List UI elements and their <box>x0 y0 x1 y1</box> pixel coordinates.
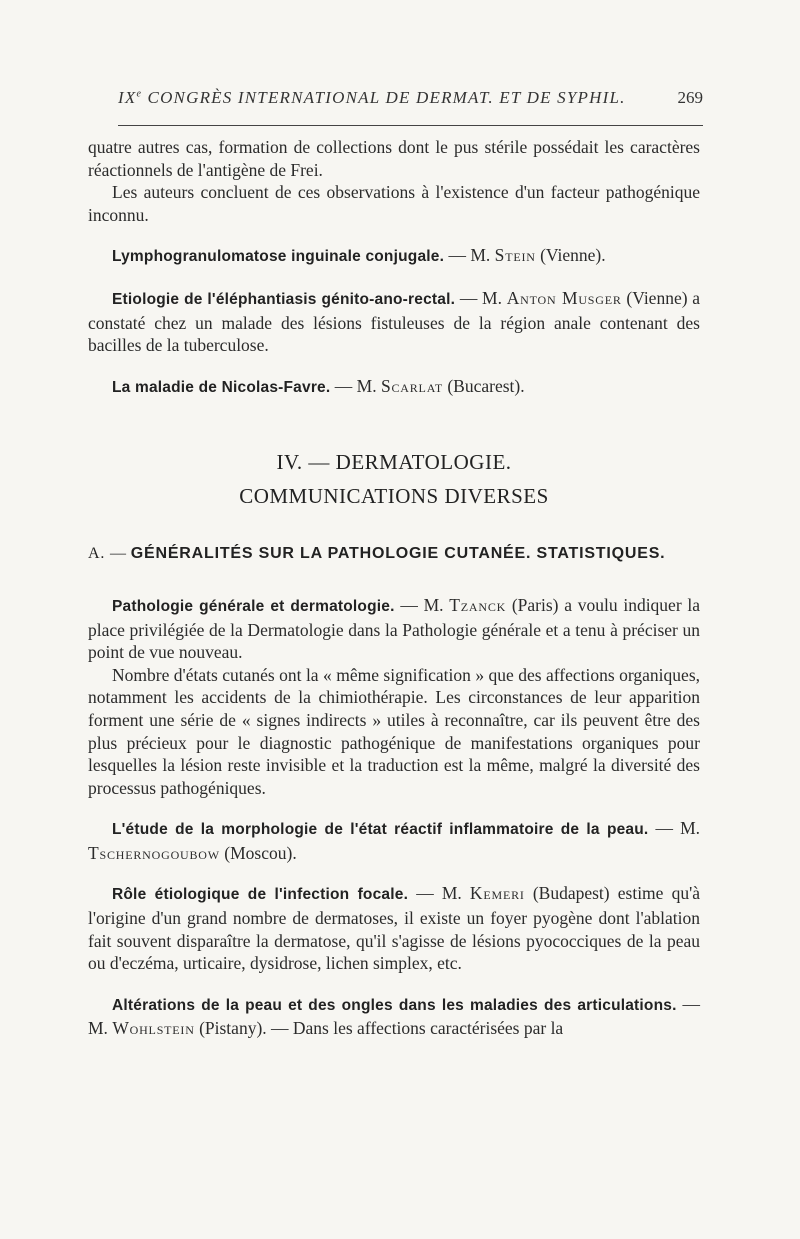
entry-title: La maladie de Nicolas-Favre. <box>112 378 331 396</box>
entry-elephantiasis <box>88 287 700 357</box>
paragraph-continuation: quatre autres cas, formation de collections dont le pus stérile possédait les caractères réactionnels de l'antigène de Frei. <box>88 137 700 180</box>
entry-author: Kemeri <box>469 883 525 904</box>
entry-nicolas-favre <box>88 375 700 400</box>
paragraph-conclusion: Les auteurs concluent de ces observations à l'existence d'un facteur pathogénique inconnu. <box>88 182 700 225</box>
running-head-title: CONGRÈS INTERNATIONAL DE DERMAT. ET DE SYPHIL. <box>142 88 626 107</box>
entry-author: Tschernogoubow <box>88 842 220 863</box>
entry-dash: — M. <box>88 993 700 1039</box>
subsection-heading <box>88 541 700 566</box>
entry-text: (Vienne) a constaté chez un malade des lésions fistuleuses de la région anale contenant des bacilles de la tuberculose. <box>88 287 701 356</box>
entry-text: (Vienne). <box>535 245 606 266</box>
entry-author: Tzanck <box>449 594 507 615</box>
entry-alterations-peau <box>88 993 700 1040</box>
entry-title: Pathologie générale et dermatologie. <box>112 597 395 615</box>
entry-title: Altérations de la peau et des ongles dans les maladies des articulations. <box>112 996 677 1014</box>
entry-infection-focale <box>88 882 700 974</box>
header-rule <box>118 125 703 126</box>
entry-author: Stein <box>494 245 536 266</box>
entry-dash: — M. <box>394 594 450 615</box>
entry-title: Lymphogranulomatose inguinale conjugale. <box>112 248 445 266</box>
section-heading-line-2: COMMUNICATIONS DIVERSES <box>239 484 549 509</box>
entry-pathologie-generale <box>88 594 700 664</box>
entry-title: Rôle étiologique de l'infection focale. <box>112 886 409 904</box>
running-head-title-prefix: IX <box>118 88 137 107</box>
entry-author: Anton Musger <box>506 287 622 308</box>
entry-text: (Moscou). <box>219 842 297 863</box>
subsection-letter: A. — <box>88 545 127 563</box>
entry-lymphogranulomatose <box>88 244 700 269</box>
entry-dash: — M. <box>444 245 495 266</box>
entry-title: Etiologie de l'éléphantiasis génito-ano-rectal. <box>112 290 456 308</box>
entry-text: (Bucarest). <box>442 375 525 396</box>
page-number: 269 <box>677 88 703 107</box>
section-heading-line-1: IV. — DERMATOLOGIE. <box>276 450 512 475</box>
page-body <box>88 136 700 1040</box>
entry-author: Wohlstein <box>112 1018 195 1039</box>
entry-morphologie <box>88 817 700 864</box>
subsection-title: GÉNÉRALITÉS SUR LA PATHOLOGIE CUTANÉE. STATISTIQUES. <box>130 545 666 563</box>
entry-text: (Budapest) estime qu'à l'origine d'un grand nombre de dermatoses, il existe un foyer pyogène dont l'ablation fait souvent disparaître la dermatose, qu'il s'agisse de lésions pyococciques de la peau ou d'eczéma, urticaire, dysidrose, lichen simplex, etc. <box>88 883 700 974</box>
entry-dash: — M. <box>408 883 470 904</box>
entry-dash: — M. <box>455 287 507 308</box>
running-head-superscript: e <box>136 88 143 100</box>
entry-dash: — M. <box>648 818 701 839</box>
entry-dash: — M. <box>330 375 381 396</box>
entry-author: Scarlat <box>380 375 443 396</box>
paragraph-etats-cutanes: Nombre d'états cutanés ont la « même signification » que des affections organiques, notamment les accidents de la chimiothérapie. Les circonstances de leur apparition forment une série de « signes indirects » utiles à reconnaître, car ils peuvent être des plus précieux pour le diagnostic pathogénique de manifestations organiques pour lesquelles la lésion reste invisible et la traduction est la même, malgré la diversité des processus pathogéniques. <box>88 664 700 798</box>
entry-title: L'étude de la morphologie de l'état réactif inflammatoire de la peau. <box>112 821 649 839</box>
running-head <box>118 88 703 108</box>
entry-text: (Paris) a voulu indiquer la place privilégiée de la Dermatologie dans la Pathologie générale et a tenu à préciser un point de vue nouveau. <box>88 594 701 663</box>
section-heading <box>88 445 700 513</box>
entry-text: (Pistany). — Dans les affections caractérisées par la <box>194 1018 564 1039</box>
